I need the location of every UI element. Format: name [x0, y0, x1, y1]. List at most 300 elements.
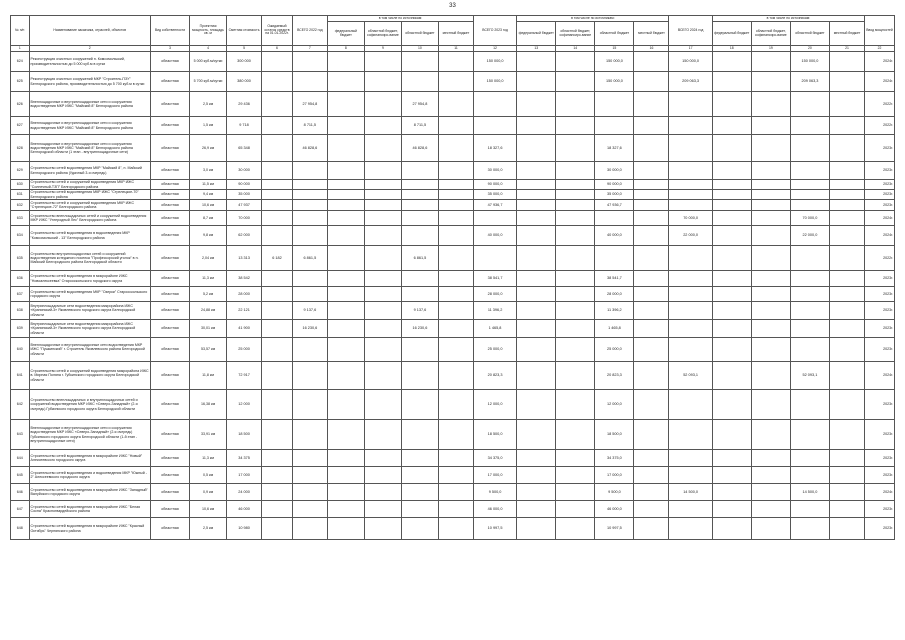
federal-2023-cell	[517, 390, 556, 420]
total-2022-cell	[292, 420, 327, 450]
local-2022-cell	[438, 92, 473, 117]
local-2023-cell	[634, 92, 669, 117]
total-2024-cell	[669, 246, 712, 271]
estimate-cost-cell: 22 121	[227, 302, 262, 320]
regional-2022-cell	[401, 362, 438, 390]
table-body	[11, 46, 895, 540]
regional-2024-cell: 22 000,0	[790, 226, 829, 246]
row-number-cell: 641	[11, 362, 30, 390]
row-number-cell: 629	[11, 162, 30, 180]
total-2022-cell	[292, 200, 327, 211]
regional-2023-cell: 28 000,0	[595, 287, 634, 302]
object-name-cell: Реконструкция очистных сооружений п. Комсомольский, производительностью до 5 000 куб.м в сутки	[29, 52, 150, 72]
local-2023-cell	[634, 302, 669, 320]
total-2022-cell	[292, 211, 327, 226]
total-2022-cell: 46 828,6	[292, 135, 327, 162]
regional-cofin-2023-cell	[556, 501, 595, 518]
regional-2024-cell	[790, 180, 829, 190]
federal-2022-cell	[327, 92, 364, 117]
header-regional-2023: областной бюджет	[595, 22, 634, 46]
federal-2024-cell	[712, 162, 751, 180]
regional-2024-cell	[790, 92, 829, 117]
regional-cofin-2023-cell	[556, 211, 595, 226]
column-index-cell: 4	[190, 46, 227, 52]
regional-2024-cell	[790, 271, 829, 287]
regional-2023-cell: 1 465,8	[595, 320, 634, 338]
investment-program-table	[10, 15, 895, 540]
capacity-cell: 26,9 км	[190, 135, 227, 162]
table-row	[11, 211, 895, 226]
regional-2022-cell	[401, 52, 438, 72]
row-number-cell: 632	[11, 200, 30, 211]
regional-2024-cell	[790, 135, 829, 162]
header-total-2024: ВСЕГО 2024 год	[669, 16, 712, 46]
regional-2024-cell	[790, 200, 829, 211]
regional-cofin-2022-cell	[364, 92, 401, 117]
total-2023-cell: 1 465,8	[473, 320, 516, 338]
federal-2024-cell	[712, 211, 751, 226]
column-index-cell: 13	[517, 46, 556, 52]
row-number-cell: 636	[11, 271, 30, 287]
federal-2023-cell	[517, 320, 556, 338]
commissioning-year-cell: 2023г.	[865, 271, 895, 287]
commissioning-year-cell: 2023г.	[865, 467, 895, 484]
regional-cofin-2022-cell	[364, 246, 401, 271]
total-2022-cell	[292, 338, 327, 362]
regional-2022-cell	[401, 190, 438, 200]
regional-2022-cell	[401, 271, 438, 287]
object-name-cell: Строительство сетей водоотведения МКР "Озерки" Старооскольского городского округа	[29, 287, 150, 302]
row-number-cell: 639	[11, 320, 30, 338]
commissioning-year-cell: 2024г.	[865, 52, 895, 72]
regional-cofin-2024-cell	[751, 135, 790, 162]
federal-2024-cell	[712, 180, 751, 190]
row-number-cell: 642	[11, 390, 30, 420]
regional-2023-cell: 40 000,0	[595, 226, 634, 246]
regional-2023-cell: 46 000,0	[595, 501, 634, 518]
federal-2024-cell	[712, 200, 751, 211]
local-2024-cell	[829, 72, 864, 92]
ownership-cell: областная	[150, 450, 189, 467]
local-2024-cell	[829, 246, 864, 271]
total-2024-cell	[669, 501, 712, 518]
estimate-cost-cell: 10 980	[227, 518, 262, 540]
regional-cofin-2024-cell	[751, 92, 790, 117]
header-no: № п/п	[11, 16, 30, 46]
total-2024-cell	[669, 338, 712, 362]
commissioning-year-cell: 2023г.	[865, 420, 895, 450]
total-2023-cell: 25 000,0	[473, 338, 516, 362]
header-local-2024: местный бюджет	[829, 22, 864, 46]
federal-2024-cell	[712, 117, 751, 135]
federal-2022-cell	[327, 450, 364, 467]
total-2022-cell	[292, 226, 327, 246]
regional-2024-cell	[790, 450, 829, 467]
federal-2024-cell	[712, 362, 751, 390]
federal-2023-cell	[517, 162, 556, 180]
regional-cofin-2022-cell	[364, 302, 401, 320]
regional-2024-cell	[790, 246, 829, 271]
capacity-cell: 2,5 км	[190, 92, 227, 117]
capacity-cell: 10,6 км	[190, 501, 227, 518]
federal-2023-cell	[517, 226, 556, 246]
regional-cofin-2024-cell	[751, 518, 790, 540]
table-row	[11, 271, 895, 287]
total-2022-cell: 6 861,5	[292, 246, 327, 271]
estimate-cost-cell: 25 000	[227, 338, 262, 362]
capacity-cell: 5,2 км	[190, 287, 227, 302]
local-2023-cell	[634, 338, 669, 362]
header-sources-2023: в том числе по источникам:	[517, 16, 669, 22]
ownership-cell: областная	[150, 190, 189, 200]
row-number-cell: 648	[11, 518, 30, 540]
total-2023-cell: 20 823,3	[473, 362, 516, 390]
table-row	[11, 467, 895, 484]
column-index-cell: 5	[227, 46, 262, 52]
total-2024-cell	[669, 92, 712, 117]
federal-2023-cell	[517, 190, 556, 200]
commissioning-year-cell: 2024г.	[865, 72, 895, 92]
local-2022-cell	[438, 52, 473, 72]
total-2024-cell	[669, 287, 712, 302]
total-2022-cell	[292, 467, 327, 484]
regional-2023-cell: 20 823,3	[595, 362, 634, 390]
regional-cofin-2024-cell	[751, 72, 790, 92]
regional-cofin-2024-cell	[751, 271, 790, 287]
local-2024-cell	[829, 484, 864, 501]
federal-2022-cell	[327, 226, 364, 246]
regional-2023-cell	[595, 117, 634, 135]
federal-2023-cell	[517, 362, 556, 390]
column-index-cell: 7	[292, 46, 327, 52]
regional-cofin-2024-cell	[751, 484, 790, 501]
estimate-cost-cell: 17 000	[227, 467, 262, 484]
estimate-cost-cell: 29 436	[227, 92, 262, 117]
capacity-cell: 10,6 км	[190, 200, 227, 211]
column-index-cell: 20	[790, 46, 829, 52]
regional-2022-cell: 16 230,6	[401, 320, 438, 338]
estimate-cost-cell: 380 000	[227, 72, 262, 92]
federal-2022-cell	[327, 287, 364, 302]
local-2023-cell	[634, 211, 669, 226]
federal-2024-cell	[712, 501, 751, 518]
commissioning-year-cell: 2023г.	[865, 200, 895, 211]
remaining-funds-cell	[262, 287, 293, 302]
local-2022-cell	[438, 72, 473, 92]
remaining-funds-cell	[262, 92, 293, 117]
total-2024-cell: 14 500,0	[669, 484, 712, 501]
commissioning-year-cell: 2023г.	[865, 450, 895, 467]
total-2024-cell	[669, 180, 712, 190]
object-name-cell: Строительство сетей водоотведения в водоотведения МКР "Комсомольский - 13" Белгородского района	[29, 226, 150, 246]
estimate-cost-cell: 18 500	[227, 420, 262, 450]
object-name-cell: Строительство сетей водоотведения МКР "Майский 8", п. Майский Белгородского района (Удачный 3-я очередь)	[29, 162, 150, 180]
local-2022-cell	[438, 180, 473, 190]
estimate-cost-cell: 62 000	[227, 226, 262, 246]
regional-2023-cell	[595, 211, 634, 226]
commissioning-year-cell: 2023г.	[865, 390, 895, 420]
federal-2022-cell	[327, 484, 364, 501]
federal-2022-cell	[327, 420, 364, 450]
total-2024-cell	[669, 420, 712, 450]
header-total-2022: ВСЕГО 2022 год	[292, 16, 327, 46]
federal-2024-cell	[712, 518, 751, 540]
federal-2023-cell	[517, 180, 556, 190]
ownership-cell: областная	[150, 226, 189, 246]
regional-2024-cell	[790, 518, 829, 540]
row-number-cell: 633	[11, 211, 30, 226]
header-local-2023: местный бюджет	[634, 22, 669, 46]
ownership-cell: областная	[150, 271, 189, 287]
regional-cofin-2023-cell	[556, 226, 595, 246]
table-row	[11, 420, 895, 450]
column-index-cell: 12	[473, 46, 516, 52]
ownership-cell: областная	[150, 162, 189, 180]
commissioning-year-cell: 2022г.	[865, 92, 895, 117]
capacity-cell: 11,3 км	[190, 450, 227, 467]
regional-2022-cell	[401, 518, 438, 540]
commissioning-year-cell: 2023г.	[865, 180, 895, 190]
federal-2022-cell	[327, 467, 364, 484]
object-name-cell: Внутриплощадочные сети водоотведения микрорайона ИЖС «Кранинский-3» Яковлевского городского округа Белгородской области	[29, 320, 150, 338]
header-ownership: Вид собственности	[150, 16, 189, 46]
total-2023-cell: 30 000,0	[473, 162, 516, 180]
estimate-cost-cell: 70 000	[227, 211, 262, 226]
object-name-cell: Реконструкция очистных сооружений МКР "Строитель-ПЗУ" Белгородского района, производительностью до 5 700 куб.м в сутки	[29, 72, 150, 92]
total-2022-cell	[292, 271, 327, 287]
estimate-cost-cell: 38 542	[227, 271, 262, 287]
regional-2022-cell: 27 954,8	[401, 92, 438, 117]
estimate-cost-cell: 47 937	[227, 200, 262, 211]
total-2022-cell	[292, 518, 327, 540]
regional-cofin-2024-cell	[751, 246, 790, 271]
ownership-cell: областная	[150, 302, 189, 320]
total-2023-cell	[473, 117, 516, 135]
regional-cofin-2023-cell	[556, 246, 595, 271]
object-name-cell: Внеплощадочные и внутриплощадочные сети и сооружения водоотведения МКР ИЖС «Северо-Западный» (2-я очередь) Губкинского городского округа Белгородской области (1-й этап - внутриплощадочные сети)	[29, 420, 150, 450]
regional-cofin-2022-cell	[364, 190, 401, 200]
table-row	[11, 162, 895, 180]
column-index-cell: 1	[11, 46, 30, 52]
regional-2022-cell	[401, 390, 438, 420]
total-2024-cell: 70 000,0	[669, 211, 712, 226]
column-index-cell: 19	[751, 46, 790, 52]
regional-cofin-2024-cell	[751, 450, 790, 467]
capacity-cell: 9,4 км	[190, 190, 227, 200]
table-row	[11, 72, 895, 92]
local-2024-cell	[829, 467, 864, 484]
total-2022-cell	[292, 72, 327, 92]
capacity-cell: 11,3 км	[190, 271, 227, 287]
total-2022-cell: 16 230,6	[292, 320, 327, 338]
table-row	[11, 338, 895, 362]
local-2022-cell	[438, 190, 473, 200]
total-2023-cell: 47 936,7	[473, 200, 516, 211]
total-2024-cell: 150 000,0	[669, 52, 712, 72]
regional-cofin-2022-cell	[364, 287, 401, 302]
regional-2023-cell: 150 000,0	[595, 72, 634, 92]
federal-2022-cell	[327, 190, 364, 200]
regional-2022-cell	[401, 72, 438, 92]
federal-2024-cell	[712, 484, 751, 501]
object-name-cell: Строительство сетей водоотведения МКР ИЖС "Стрелецкое-70" Белгородского района	[29, 190, 150, 200]
regional-cofin-2024-cell	[751, 338, 790, 362]
header-capacity: Проектная мощность, площадь кв. м	[190, 16, 227, 46]
object-name-cell: Строительство сетей и сооружений водоотведения микрорайона ИЖС в. Мирная Поляна г. Губкинского городского округа Белгородской области	[29, 362, 150, 390]
remaining-funds-cell	[262, 420, 293, 450]
row-number-cell: 631	[11, 190, 30, 200]
object-name-cell: Внеплощадочные и внутриплощадочные сети и сооружения водоотведения МКР ИЖС "Майский 8" Белгородского района	[29, 117, 150, 135]
regional-2022-cell	[401, 338, 438, 362]
table-row	[11, 302, 895, 320]
local-2023-cell	[634, 287, 669, 302]
federal-2024-cell	[712, 135, 751, 162]
federal-2023-cell	[517, 246, 556, 271]
local-2022-cell	[438, 200, 473, 211]
local-2024-cell	[829, 190, 864, 200]
regional-2023-cell	[595, 246, 634, 271]
federal-2023-cell	[517, 467, 556, 484]
local-2022-cell	[438, 211, 473, 226]
commissioning-year-cell: 2023г.	[865, 518, 895, 540]
capacity-cell: 8,7 км	[190, 211, 227, 226]
ownership-cell: областная	[150, 320, 189, 338]
header-regional-2024: областной бюджет	[790, 22, 829, 46]
local-2024-cell	[829, 180, 864, 190]
commissioning-year-cell: 2023г.	[865, 190, 895, 200]
estimate-cost-cell: 46 000	[227, 501, 262, 518]
local-2022-cell	[438, 320, 473, 338]
remaining-funds-cell	[262, 362, 293, 390]
total-2023-cell: 12 000,0	[473, 390, 516, 420]
total-2022-cell	[292, 162, 327, 180]
remaining-funds-cell	[262, 518, 293, 540]
regional-cofin-2022-cell	[364, 484, 401, 501]
remaining-funds-cell: 6 182	[262, 246, 293, 271]
local-2023-cell	[634, 420, 669, 450]
regional-cofin-2022-cell	[364, 180, 401, 190]
regional-cofin-2024-cell	[751, 287, 790, 302]
total-2023-cell	[473, 246, 516, 271]
commissioning-year-cell: 2023г.	[865, 320, 895, 338]
total-2023-cell: 90 000,0	[473, 180, 516, 190]
federal-2023-cell	[517, 338, 556, 362]
table-row	[11, 450, 895, 467]
regional-cofin-2022-cell	[364, 320, 401, 338]
regional-cofin-2024-cell	[751, 52, 790, 72]
federal-2022-cell	[327, 518, 364, 540]
regional-cofin-2023-cell	[556, 320, 595, 338]
estimate-cost-cell: 41 900	[227, 320, 262, 338]
regional-cofin-2023-cell	[556, 52, 595, 72]
object-name-cell: Строительство внеплощадочных сетей и сооружений водоотведения МКР ИЖС "Углеродный Лес" Белгородского района	[29, 211, 150, 226]
regional-2024-cell	[790, 420, 829, 450]
column-index-cell: 3	[150, 46, 189, 52]
ownership-cell: областная	[150, 467, 189, 484]
federal-2023-cell	[517, 271, 556, 287]
remaining-funds-cell	[262, 467, 293, 484]
local-2023-cell	[634, 226, 669, 246]
ownership-cell: областная	[150, 501, 189, 518]
capacity-cell: 11,8 км	[190, 362, 227, 390]
remaining-funds-cell	[262, 320, 293, 338]
regional-2024-cell	[790, 320, 829, 338]
column-index-cell: 2	[29, 46, 150, 52]
regional-cofin-2024-cell	[751, 162, 790, 180]
ownership-cell: областная	[150, 362, 189, 390]
table-row	[11, 200, 895, 211]
local-2022-cell	[438, 467, 473, 484]
row-number-cell: 626	[11, 92, 30, 117]
commissioning-year-cell: 2024г.	[865, 211, 895, 226]
row-number-cell: 644	[11, 450, 30, 467]
regional-2022-cell	[401, 211, 438, 226]
regional-2024-cell: 14 500,0	[790, 484, 829, 501]
row-number-cell: 634	[11, 226, 30, 246]
regional-2022-cell	[401, 226, 438, 246]
federal-2024-cell	[712, 226, 751, 246]
local-2024-cell	[829, 320, 864, 338]
remaining-funds-cell	[262, 117, 293, 135]
regional-cofin-2023-cell	[556, 287, 595, 302]
regional-2023-cell: 12 000,0	[595, 390, 634, 420]
regional-2024-cell	[790, 162, 829, 180]
header-federal-2024: федеральный бюджет	[712, 22, 751, 46]
regional-cofin-2023-cell	[556, 72, 595, 92]
total-2023-cell	[473, 92, 516, 117]
ownership-cell: областная	[150, 287, 189, 302]
row-number-cell: 624	[11, 52, 30, 72]
local-2022-cell	[438, 226, 473, 246]
local-2023-cell	[634, 52, 669, 72]
ownership-cell: областная	[150, 92, 189, 117]
federal-2024-cell	[712, 72, 751, 92]
capacity-cell: 33,91 км	[190, 420, 227, 450]
commissioning-year-cell: 2023г.	[865, 501, 895, 518]
local-2023-cell	[634, 484, 669, 501]
remaining-funds-cell	[262, 52, 293, 72]
header-federal-2022: федеральный бюджет	[327, 22, 364, 46]
federal-2022-cell	[327, 117, 364, 135]
federal-2023-cell	[517, 302, 556, 320]
remaining-funds-cell	[262, 271, 293, 287]
local-2023-cell	[634, 200, 669, 211]
regional-2023-cell: 150 000,0	[595, 52, 634, 72]
local-2022-cell	[438, 117, 473, 135]
object-name-cell: Строительство сетей водоотведения в микрорайоне ИЖС "Западный" Валуйского городского округа	[29, 484, 150, 501]
estimate-cost-cell: 35 000	[227, 190, 262, 200]
total-2024-cell: 22 000,0	[669, 226, 712, 246]
object-name-cell: Строительство сетей водоотведения в микрорайоне ИЖС "Красный Октябрь" Чернянского района	[29, 518, 150, 540]
header-total-2023: ВСЕГО 2023 год	[473, 16, 516, 46]
total-2022-cell	[292, 180, 327, 190]
regional-cofin-2022-cell	[364, 420, 401, 450]
capacity-cell: 30,01 км	[190, 320, 227, 338]
column-index-cell: 18	[712, 46, 751, 52]
regional-cofin-2022-cell	[364, 467, 401, 484]
total-2023-cell: 35 000,0	[473, 190, 516, 200]
capacity-cell: 24,88 км	[190, 302, 227, 320]
object-name-cell: Строительство внеплощадочных и внутриплощадочных сетей и сооружений водоотведения МКР ИЖС «Северо-Западный» (2-я очередь) Губкинского городского округа Белгородской области	[29, 390, 150, 420]
federal-2022-cell	[327, 338, 364, 362]
table-row	[11, 190, 895, 200]
local-2024-cell	[829, 362, 864, 390]
header-regional-cofin-2024: областной бюджет, софинансиро-вание	[751, 22, 790, 46]
total-2024-cell: 209 063,3	[669, 72, 712, 92]
local-2023-cell	[634, 271, 669, 287]
federal-2022-cell	[327, 162, 364, 180]
remaining-funds-cell	[262, 450, 293, 467]
